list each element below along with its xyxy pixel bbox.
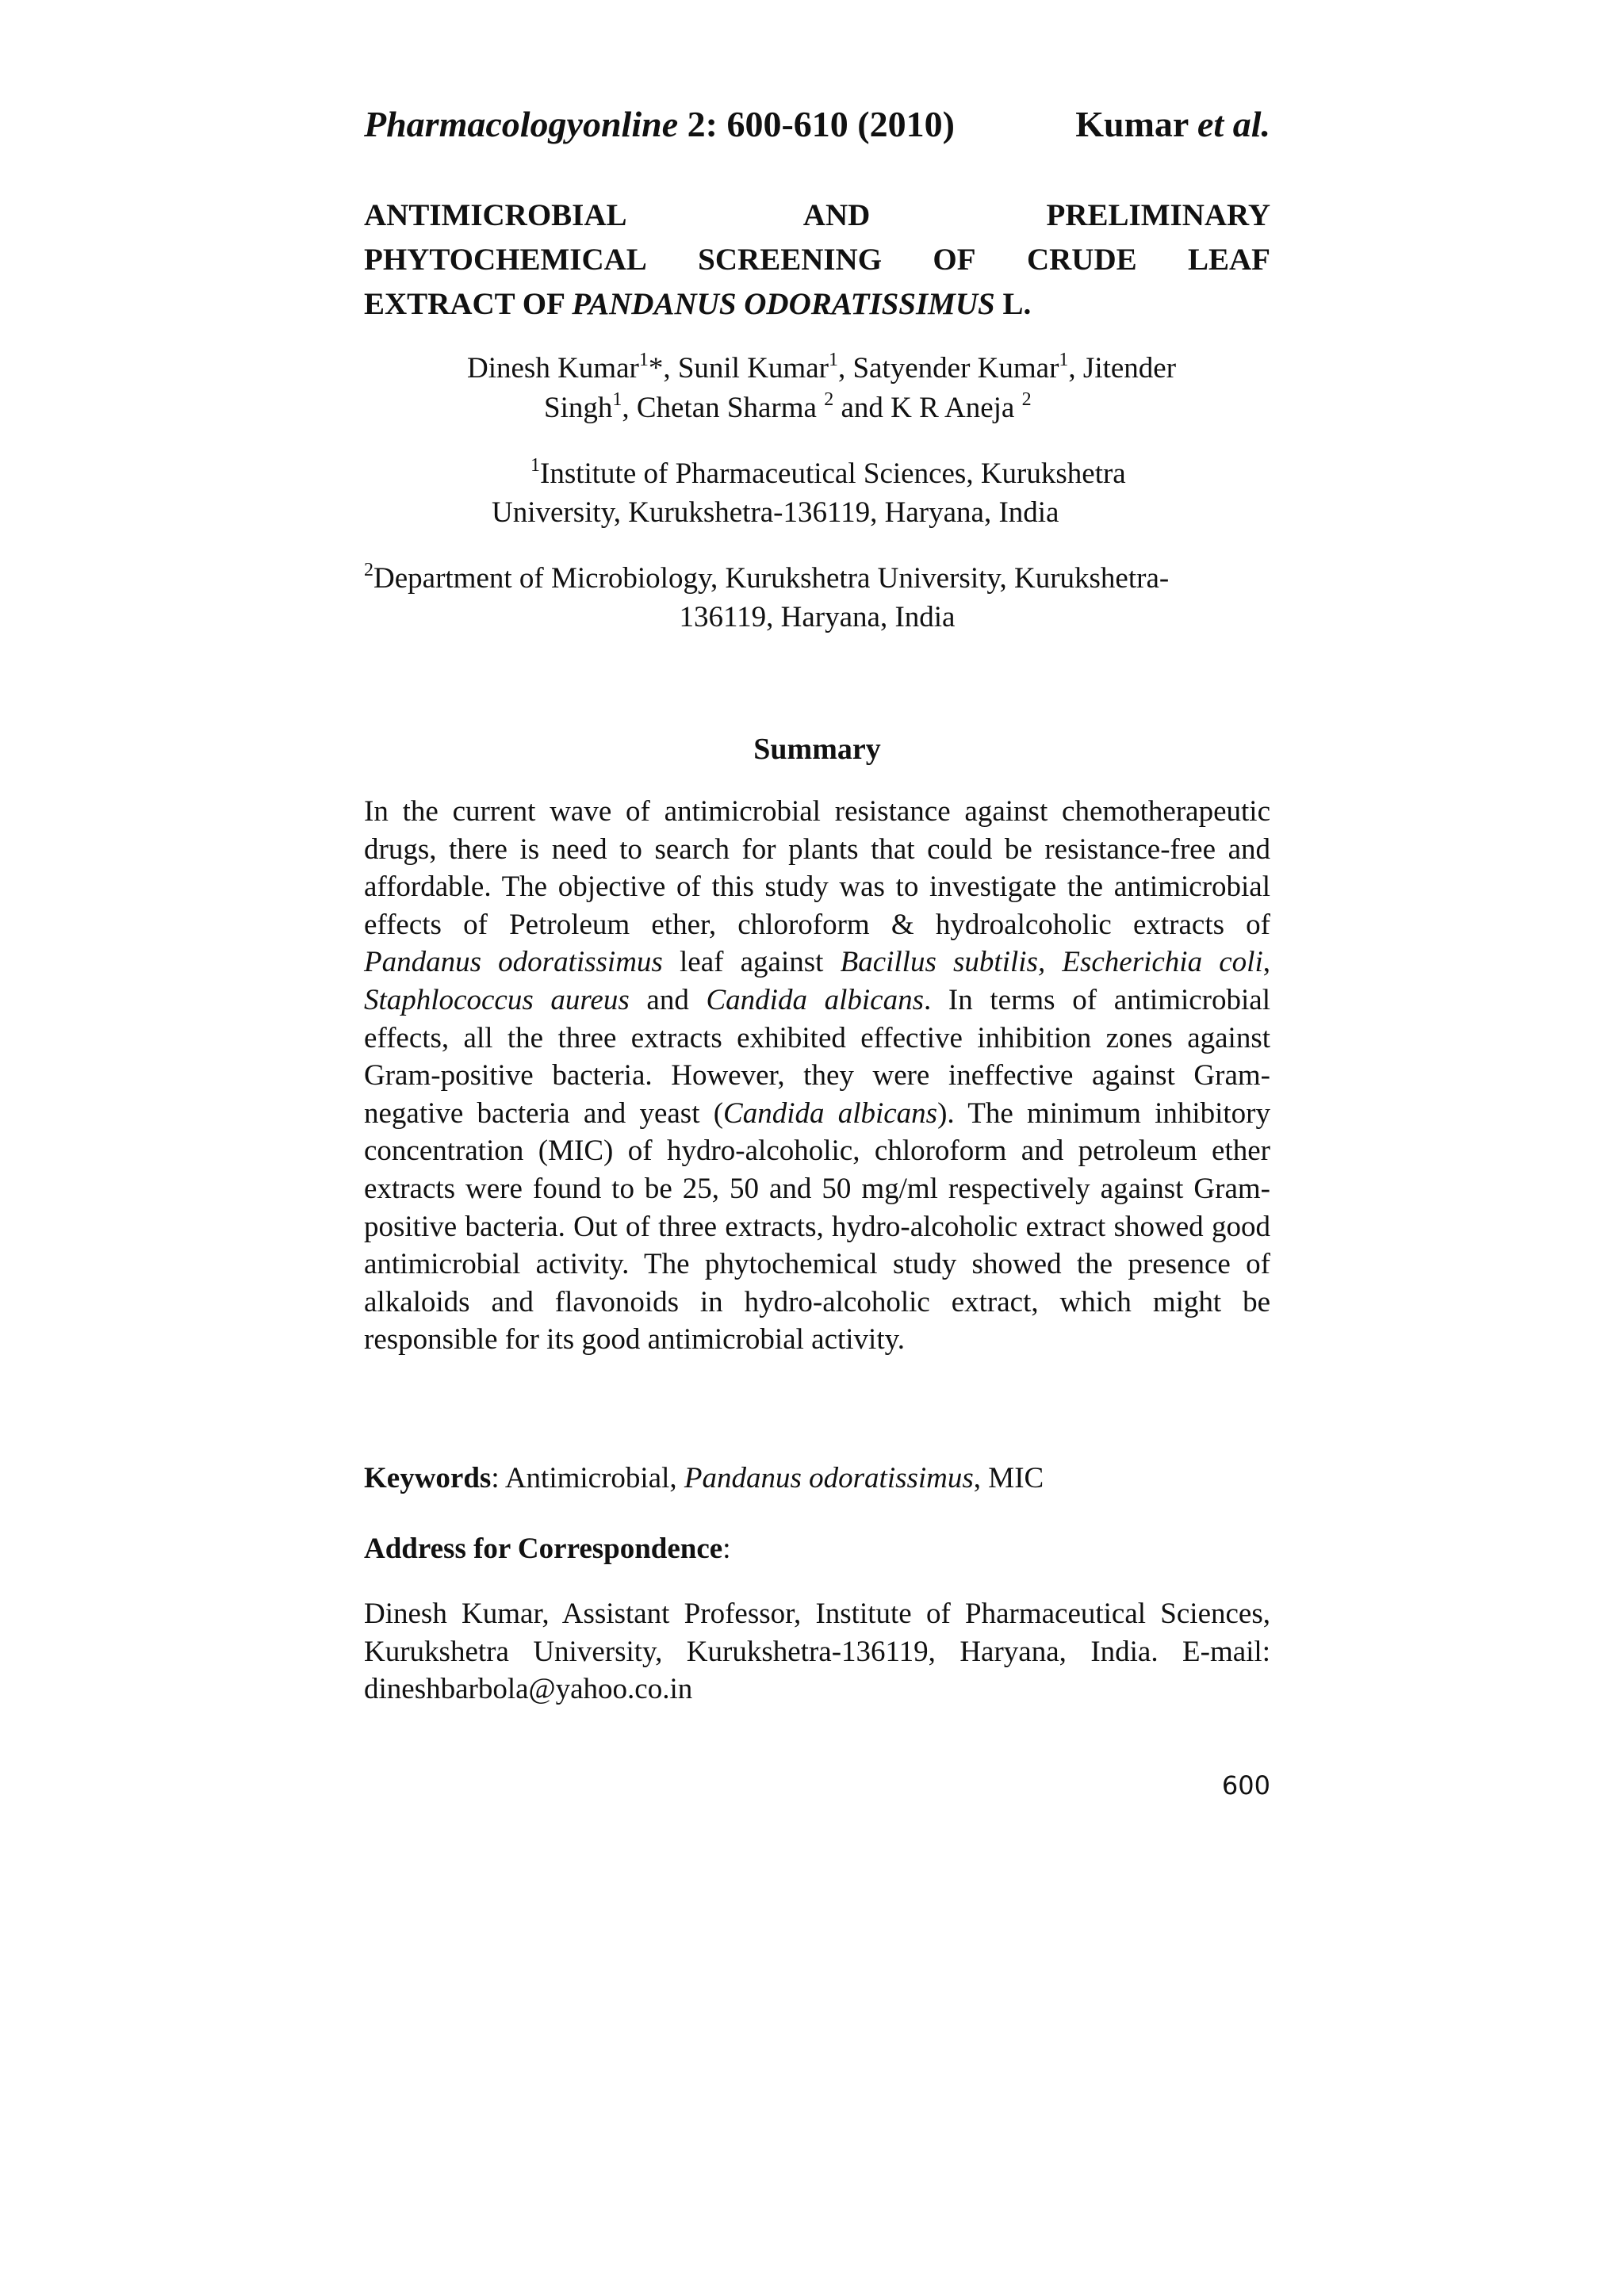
title-line-3: EXTRACT OF PANDANUS ODORATISSIMUS L.: [364, 287, 1032, 321]
author-list: Dinesh Kumar$^1$*, Sunil Kumar$^1$, Satyender Kumar$^1$, Jitender Singh$^1$, Chetan Sharma $^2$ and K R Aneja $^2$: [467, 349, 1177, 424]
volume-pages: 2: 600-610 (2010): [678, 104, 955, 144]
keywords-label: Keywords: [364, 1462, 492, 1494]
paper-title: [364, 193, 1270, 327]
title-line-2: PHYTOCHEMICAL SCREENING OF CRUDE LEAF: [364, 243, 1270, 277]
summary-heading: Summary: [753, 733, 881, 766]
keywords: Keywords: Antimicrobial, Pandanus odoratissimus, MIC: [364, 1462, 1044, 1494]
journal-name: Pharmacologyonline: [364, 104, 679, 144]
et-al: et al.: [1197, 104, 1270, 144]
page-number: 600: [1221, 1770, 1270, 1800]
journal-citation: [364, 97, 955, 152]
author-short: Kumar et al.: [1075, 104, 1270, 144]
correspondence-heading: Address for Correspondence:: [364, 1533, 731, 1565]
affiliation-1: $^1$Institute of Pharmaceutical Sciences, Kurukshetra University, Kurukshetra-136119, Haryana, India: [492, 454, 1126, 529]
running-header: [364, 97, 1270, 152]
affiliation-2: $^2$Department of Microbiology, Kurukshetra University, Kurukshetra- 136119, Haryana, India: [364, 559, 1170, 633]
title-species: PANDANUS ODORATISSIMUS: [572, 287, 995, 321]
title-line-1: ANTIMICROBIAL AND PRELIMINARY: [364, 198, 1270, 232]
summary-paragraph: In the current wave of antimicrobial resistance against chemotherapeutic drugs, there is need to search for plants that could be resistance-free and affordable. The objective of this study was to investigate the antimicrobial effects of Petroleum ether, chloroform & hydroalcoholic extracts of Pandanus odoratissimus leaf against Bacillus subtilis, Escherichia coli, Staphlococcus aureus and Candida albicans. In terms of antimicrobial effects, all the three extracts exhibited effective inhibition zones against Gram-positive bacteria. However, they were ineffective against Gram-negative bacteria and yeast (Candida albicans). The minimum inhibitory concentration (MIC) of hydro-alcoholic, chloroform and petroleum ether extracts were found to be 25, 50 and 50 mg/ml respectively against Gram-positive bacteria. Out of three extracts, hydro-alcoholic extract showed good antimicrobial activity. The phytochemical study showed the presence of alkaloids and flavonoids in hydro-alcoholic extract, which might be responsible for its good antimicrobial activity.: [364, 795, 1271, 1357]
correspondence-address: Dinesh Kumar, Assistant Professor, Institute of Pharmaceutical Sciences, Kurukshetra University, Kurukshetra-136119, Haryana, India. E-mail: dineshbarbola@yahoo.co.in: [364, 1598, 1270, 1706]
